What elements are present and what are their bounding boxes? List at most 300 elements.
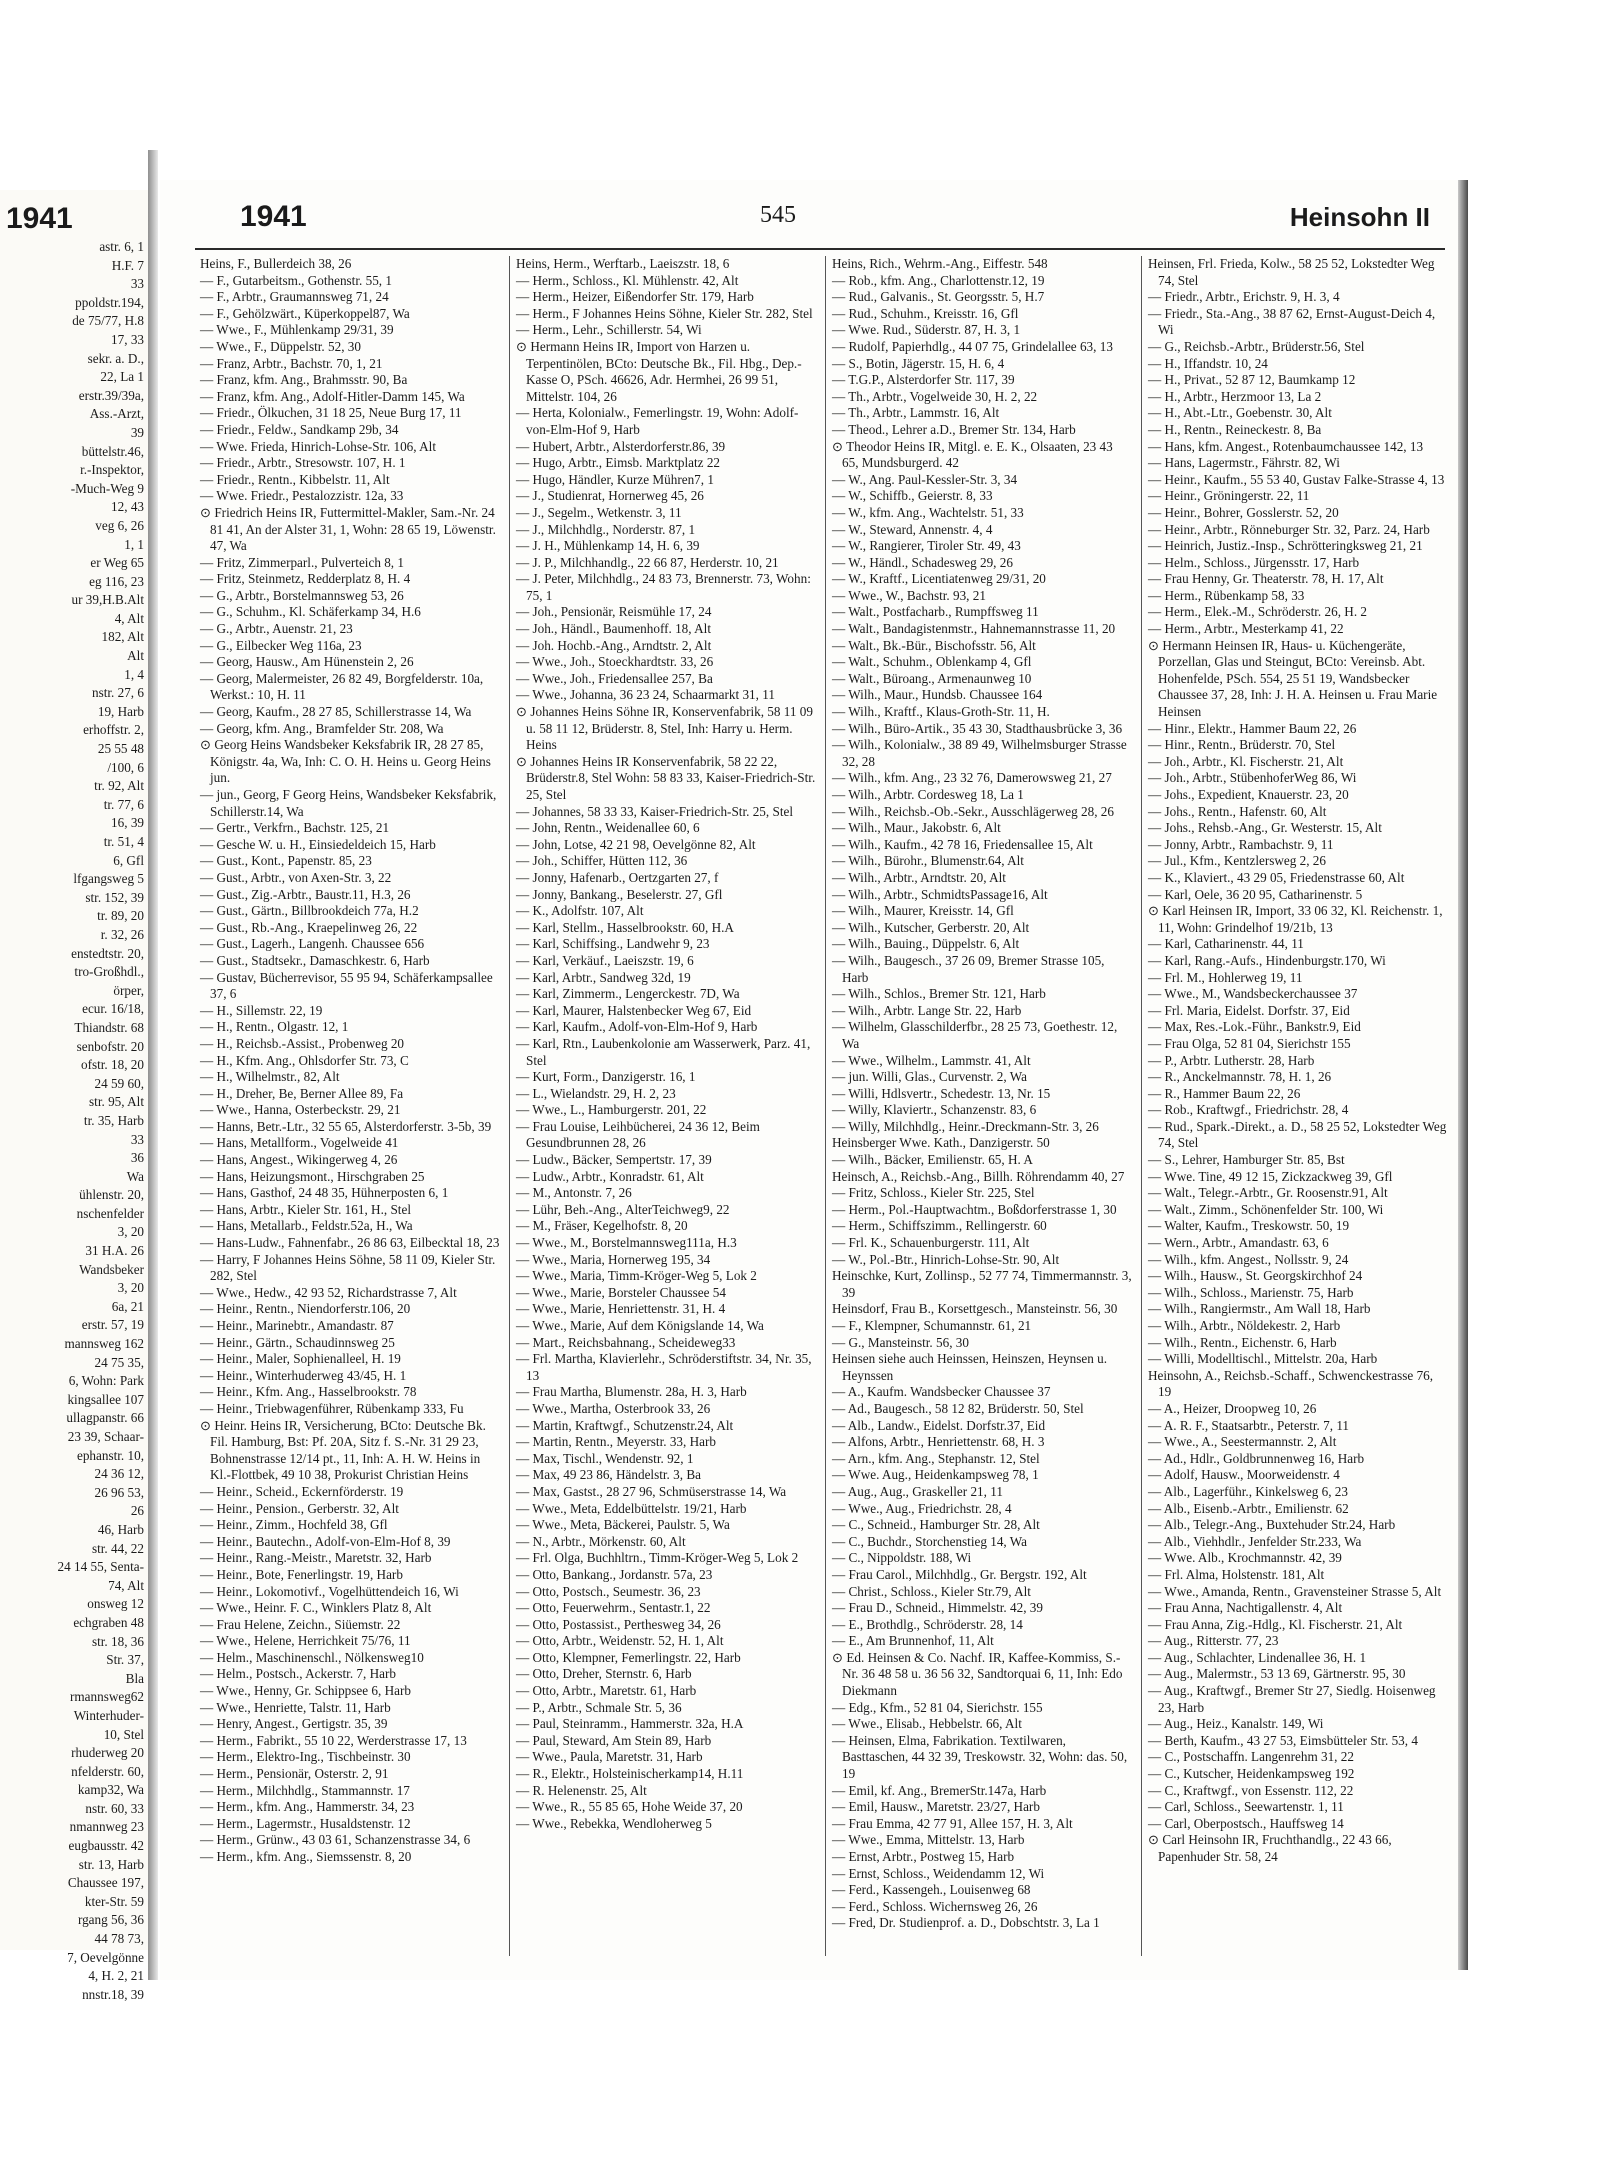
directory-entry: — Alb., Telegr.-Ang., Buxtehuder Str.24, Harb — [1148, 1517, 1396, 1533]
directory-entry: — Aug., Kraftwgf., Bremer Str 27, Siedlg. Hoisenweg 23, Harb — [1148, 1683, 1436, 1715]
directory-entry: — Franz, Arbtr., Bachstr. 70, 1, 21 — [200, 355, 383, 371]
left-page-year: 1941 — [6, 202, 73, 235]
directory-entry: — Gesche W. u. H., Einsiedeldeich 15, Harb — [200, 836, 436, 852]
directory-entry: — Karl, Schiffsing., Landwehr 9, 23 — [516, 936, 710, 952]
directory-entry: — Theod., Lehrer a.D., Bremer Str. 134, Harb — [832, 421, 1076, 437]
directory-entry: — Wilh., Bäcker, Emilienstr. 65, H. A — [832, 1152, 1033, 1168]
directory-entry: — S., Lehrer, Hamburger Str. 85, Bst — [1148, 1152, 1345, 1168]
left-page-fragment: nnstr.18, 39 — [82, 1986, 144, 2002]
left-page-fragment: 10, Stel — [103, 1726, 144, 1742]
directory-entry: — Joh., Arbtr., StübenhoferWeg 86, Wi — [1148, 770, 1357, 786]
directory-entry: — Heinr., Rentn., Niendorferstr.106, 20 — [200, 1301, 411, 1317]
directory-entry: — Ferd., Schloss. Wichernsweg 26, 26 — [832, 1898, 1038, 1914]
directory-entry: Heinsen siehe auch Heinssen, Heinszen, Heynsen u. Heynssen — [832, 1351, 1108, 1383]
left-page-text-fragments — [0, 238, 150, 2004]
directory-entry: — Wwe. Friedr., Pestalozzistr. 12a, 33 — [200, 488, 404, 504]
directory-entry: — Karl, Stellm., Hasselbrookstr. 60, H.A — [516, 919, 734, 935]
directory-entry: — A., Kaufm. Wandsbecker Chaussee 37 — [832, 1384, 1051, 1400]
directory-entry: — Otto, Klempner, Femerlingstr. 22, Harb — [516, 1649, 741, 1665]
column-divider — [509, 256, 510, 1956]
directory-entry: — Ferd., Kassengeh., Louisenweg 68 — [832, 1882, 1031, 1898]
left-page-fragment: 3, 20 — [117, 1280, 144, 1296]
directory-entry: — John, Rentn., Weidenallee 60, 6 — [516, 820, 700, 836]
directory-entry: — Gust., Zig.-Arbtr., Baustr.11, H.3, 26 — [200, 886, 411, 902]
directory-entry: — Ad., Baugesch., 58 12 82, Brüderstr. 50, Stel — [832, 1400, 1084, 1416]
left-page-fragment: lfgangsweg 5 — [73, 871, 144, 887]
directory-entry: — Wwe., Hedw., 42 93 52, Richardstrasse 7, Alt — [200, 1284, 457, 1300]
directory-entry: — H., Kfm. Ang., Ohlsdorfer Str. 73, C — [200, 1052, 409, 1068]
directory-entry: — Johs., Rentn., Hafenstr. 60, Alt — [1148, 803, 1327, 819]
directory-entry: — Heinr., Maler, Sophienalleel, H. 19 — [200, 1351, 401, 1367]
directory-column-2 — [516, 256, 816, 1832]
directory-entry: — Gustav, Bücherrevisor, 55 95 94, Schäferkampsallee 37, 6 — [200, 969, 493, 1002]
directory-entry: — Walt., Büroang., Armenaunweg 10 — [832, 670, 1032, 686]
directory-entry: — S., Botin, Jägerstr. 15, H. 6, 4 — [832, 355, 1005, 371]
left-page-fragment: tro-Großhdl., — [74, 964, 144, 980]
directory-entry: ⊙ Friedrich Heins IR, Futtermittel-Makler, Sam.-Nr. 24 81 41, An der Alster 31, 1, Wohn: 28 65 19, Löwenstr. 47, Wa — [200, 504, 496, 554]
directory-entry: — J. P., Milchhandlg., 22 66 87, Herderstr. 10, 21 — [516, 554, 779, 570]
directory-entry: — Wwe., F., Mühlenkamp 29/31, 39 — [200, 322, 394, 338]
directory-entry: — Friedr., Arbtr., Erichstr. 9, H. 3, 4 — [1148, 289, 1340, 305]
directory-entry: — Wwe., F., Düppelstr. 52, 30 — [200, 338, 361, 354]
directory-entry: — Martin, Kraftwgf., Schutzenstr.24, Alt — [516, 1417, 734, 1433]
directory-entry: — Karl, Verkäuf., Laeiszstr. 19, 6 — [516, 952, 694, 968]
directory-entry: — Wwe., Meta, Bäckerei, Paulstr. 5, Wa — [516, 1517, 730, 1533]
directory-entry: — H., Abt.-Ltr., Goebenstr. 30, Alt — [1148, 405, 1332, 421]
directory-entry: — G., Eilbecker Weg 116a, 23 — [200, 637, 362, 653]
directory-entry: — Frau Olga, 52 81 04, Sierichstr 155 — [1148, 1035, 1351, 1051]
directory-entry: — R. Helenenstr. 25, Alt — [516, 1782, 647, 1798]
directory-entry: — H., Reichsb.-Assist., Probenweg 20 — [200, 1035, 405, 1051]
directory-entry: — Karl, Arbtr., Sandweg 32d, 19 — [516, 969, 691, 985]
directory-entry: — Friedr., Ölkuchen, 31 18 25, Neue Burg 17, 11 — [200, 405, 462, 421]
directory-entry: — Walter, Kaufm., Treskowstr. 50, 19 — [1148, 1218, 1350, 1234]
directory-entry: — Alb., Landw., Eidelst. Dorfstr.37, Eid — [832, 1417, 1046, 1433]
directory-entry: — F., Klempner, Schumannstr. 61, 21 — [832, 1318, 1032, 1333]
directory-entry: — Walt., Postfacharb., Rumpffsweg 11 — [832, 604, 1039, 620]
directory-entry: — Wwe., Johanna, 36 23 24, Schaarmarkt 31, 11 — [516, 687, 775, 703]
left-page-fragment: /100, 6 — [107, 759, 144, 775]
directory-entry: — C., Postschaffn. Langenrehm 31, 22 — [1148, 1749, 1354, 1765]
directory-entry: — Jonny, Bankang., Beselerstr. 27, Gfl — [516, 886, 723, 902]
directory-entry: — Wilh., Arbtr. Cordesweg 18, La 1 — [832, 787, 1024, 802]
directory-entry: — Ludw., Bäcker, Sempertstr. 17, 39 — [516, 1152, 712, 1168]
directory-entry: — Jul., Kfm., Kentzlersweg 2, 26 — [1148, 853, 1326, 869]
directory-entry: — Willy, Milchhdlg., Heinr.-Dreckmann-Str. 3, 26 — [832, 1118, 1099, 1134]
left-page-fragment: 1, 4 — [124, 666, 144, 682]
directory-entry: Heinsen, Frl. Frieda, Kolw., 58 25 52, Lokstedter Weg 74, Stel — [1148, 256, 1435, 288]
left-page-fragment: tr. 89, 20 — [97, 908, 144, 924]
left-page-fragment: str. 152, 39 — [85, 889, 144, 905]
directory-entry: — Heinr., Bautechn., Adolf-von-Elm-Hof 8, 39 — [200, 1533, 451, 1549]
directory-entry: — Wilh., Schlos., Bremer Str. 121, Harb — [832, 986, 1046, 1002]
directory-entry: — Wilh., kfm. Ang., 23 32 76, Damerowsweg 21, 27 — [832, 770, 1112, 786]
directory-entry: — Herm., kfm. Ang., Hammerstr. 34, 23 — [200, 1799, 415, 1815]
directory-entry: — Georg, Kaufm., 28 27 85, Schillerstrasse 14, Wa — [200, 704, 472, 720]
directory-entry: — Adolf, Hausw., Moorweidenstr. 4 — [1148, 1467, 1340, 1483]
left-page-fragment: str. 18, 36 — [91, 1633, 144, 1649]
directory-entry: — Herm., Fabrikt., 55 10 22, Werderstrasse 17, 13 — [200, 1732, 467, 1748]
page-number: 545 — [760, 202, 796, 228]
directory-entry: — A. R. F., Staatsarbtr., Peterstr. 7, 11 — [1148, 1417, 1350, 1433]
directory-entry: — Fritz, Schloss., Kieler Str. 225, Stel — [832, 1185, 1035, 1201]
left-page-fragment: rhuderweg 20 — [71, 1745, 144, 1761]
directory-entry: — Hanns, Betr.-Ltr., 32 55 65, Alsterdorferstr. 3-5b, 39 — [200, 1118, 492, 1134]
directory-entry: — Wilh., Kutscher, Gerberstr. 20, Alt — [832, 919, 1030, 935]
directory-entry: ⊙ Hermann Heinsen IR, Haus- u. Küchengeräte, Porzellan, Glas und Steingut, BCto: Vereinsb. Abt. Hohenfelde, PSch. 554, 25 51 19, Wandsbecker Chaussee 37, 28, Inh: J. H. A. Heinsen u. Frau Marie Heinsen — [1148, 637, 1438, 720]
directory-entry: — Christ., Schloss., Kieler Str.79, Alt — [832, 1583, 1031, 1599]
directory-entry: — W., Schiffb., Geierstr. 8, 33 — [832, 488, 993, 504]
directory-entry: — Rud., Galvanis., St. Georgsstr. 5, H.7 — [832, 289, 1045, 305]
directory-entry: ⊙ Ed. Heinsen & Co. Nachf. IR, Kaffee-Kommiss, S.-Nr. 36 48 58 u. 36 56 32, Sandtorquai 6, 11, Inh: Edo Diekmann — [832, 1649, 1123, 1699]
left-page-fragment: str. 13, Harb — [78, 1856, 144, 1872]
left-page-fragment: erhoffstr. 2, — [83, 722, 144, 738]
directory-entry: — Friedr., Feldw., Sandkamp 29b, 34 — [200, 421, 399, 437]
directory-entry: — Wwe., Martha, Osterbrook 33, 26 — [516, 1400, 711, 1416]
directory-entry: — Wilh., Arbtr., Nöldekestr. 2, Harb — [1148, 1318, 1341, 1333]
directory-entry: — Herm., Rübenkamp 58, 33 — [1148, 587, 1305, 603]
directory-entry: — Wwe., Joh., Friedensallee 257, Ba — [516, 670, 713, 686]
directory-entry: — C., Buchdr., Storchenstieg 14, Wa — [832, 1533, 1028, 1549]
directory-entry: — W., Ang. Paul-Kessler-Str. 3, 34 — [832, 471, 1018, 487]
left-page-fragment: str. 44, 22 — [91, 1540, 144, 1556]
directory-entry: — Willi, Hdlsvertr., Schedestr. 13, Nr. 15 — [832, 1085, 1051, 1101]
directory-entry: — Friedr., Sta.-Ang., 38 87 62, Ernst-August-Deich 4, Wi — [1148, 305, 1436, 338]
directory-entry: — John, Lotse, 42 21 98, Oevelgönne 82, Alt — [516, 836, 756, 852]
left-page-fragment: 16, 39 — [111, 815, 144, 831]
left-page-fragment: senbofstr. 20 — [76, 1038, 144, 1054]
left-page-fragment: mannsweg 162 — [64, 1336, 144, 1352]
left-page-fragment: Wandsbeker — [79, 1261, 144, 1277]
left-page-fragment: 26 — [130, 1503, 144, 1519]
directory-entry: — Wwe., Maria, Timm-Kröger-Weg 5, Lok 2 — [516, 1268, 757, 1284]
directory-entry: — W., Steward, Annenstr. 4, 4 — [832, 521, 993, 537]
directory-entry: — Wilh., Baugesch., 37 26 09, Bremer Strasse 105, Harb — [832, 952, 1105, 985]
directory-entry: — Karl, Rtn., Laubenkolonie am Wasserwerk, Parz. 41, Stel — [516, 1035, 811, 1068]
directory-entry: — P., Arbtr., Schmale Str. 5, 36 — [516, 1699, 682, 1715]
left-page-fragment: ecur. 16/18, — [82, 1001, 144, 1017]
directory-entry: — Otto, Feuerwehrm., Sentastr.1, 22 — [516, 1600, 711, 1616]
left-page-fragment: Str. 37, — [106, 1652, 144, 1668]
left-page-fragment: 6, Gfl — [113, 852, 144, 868]
left-page-fragment: 24 36 12, — [94, 1466, 144, 1482]
directory-column-3 — [832, 256, 1132, 1932]
directory-entry: — J., Segelm., Wetkenstr. 3, 11 — [516, 504, 682, 520]
directory-entry: — Joh. Hochb.-Ang., Arndtstr. 2, Alt — [516, 637, 712, 653]
directory-entry: — Wwe., Marie, Auf dem Königslande 14, Wa — [516, 1318, 764, 1333]
directory-entry: — Wwe., Maria, Hornerweg 195, 34 — [516, 1251, 711, 1267]
directory-entry: — Wilh., Kaufm., 42 78 16, Friedensallee 15, Alt — [832, 836, 1093, 852]
directory-entry: — Wwe., Hanna, Osterbeckstr. 29, 21 — [200, 1102, 401, 1118]
left-page-fragment: kingsallee 107 — [67, 1391, 144, 1407]
left-page-fragment: nstr. 27, 6 — [91, 685, 144, 701]
directory-entry: — Ludw., Arbtr., Konradstr. 61, Alt — [516, 1168, 704, 1184]
directory-entry: — Rud., Spark.-Direkt., a. D., 58 25 52, Lokstedter Weg 74, Stel — [1148, 1118, 1447, 1151]
left-page-fragment: Winterhuder- — [73, 1707, 144, 1723]
left-page-fragment: 33 — [130, 276, 144, 292]
directory-entry: — R., Elektr., Holsteinischerkamp14, H.11 — [516, 1766, 744, 1782]
directory-entry: — Rob., Kraftwgf., Friedrichstr. 28, 4 — [1148, 1102, 1349, 1118]
directory-entry: — Wwe., Elisab., Hebbelstr. 66, Alt — [832, 1716, 1022, 1732]
directory-entry: Heinschke, Kurt, Zollinsp., 52 77 74, Timmermannstr. 3, 39 — [832, 1268, 1132, 1300]
directory-entry: ⊙ Hermann Heins IR, Import von Harzen u. Terpentinölen, BCto: Deutsche Bk., Fil. Hbg., Dep.-Kasse O, PSch. 46626, Adr. Hermhei, 26 99 51, Mittelstr. 104, 26 — [516, 338, 802, 404]
directory-entry: Heins, F., Bullerdeich 38, 26 — [200, 256, 352, 271]
left-page-fragment: Thiandstr. 68 — [74, 1019, 144, 1035]
directory-entry: Heinsch, A., Reichsb.-Ang., Billh. Röhrendamm 40, 27 — [832, 1168, 1125, 1184]
directory-entry: — Wwe., Helene, Herrichkeit 75/76, 11 — [200, 1633, 411, 1649]
page-year: 1941 — [240, 200, 307, 233]
directory-entry: — Hans, kfm. Angest., Rotenbaumchaussee 142, 13 — [1148, 438, 1424, 454]
directory-entry: — Wilh., Maurer, Kreisstr. 14, Gfl — [832, 903, 1014, 919]
directory-entry: — Heinr., Winterhuderweg 43/45, H. 1 — [200, 1367, 407, 1383]
directory-entry: — M., Antonstr. 7, 26 — [516, 1185, 632, 1201]
directory-entry: — Friedr., Arbtr., Stresowstr. 107, H. 1 — [200, 455, 406, 471]
directory-entry: — Wilh., Reichsb.-Ob.-Sekr., Ausschlägerweg 28, 26 — [832, 803, 1114, 819]
directory-entry: — T.G.P., Alsterdorfer Str. 117, 39 — [832, 372, 1015, 388]
directory-entry: — Wilh., kfm. Angest., Nollsstr. 9, 24 — [1148, 1251, 1349, 1267]
directory-entry: — Heinr., Pension., Gerberstr. 32, Alt — [200, 1500, 399, 1516]
left-page-fragment: er Weg 65 — [90, 555, 144, 571]
directory-entry: — Helm., Schloss., Jürgensstr. 17, Harb — [1148, 554, 1360, 570]
left-page-fragment: 24 59 60, — [94, 1075, 144, 1091]
directory-entry: — H., Wilhelmstr., 82, Alt — [200, 1069, 340, 1085]
directory-entry: — Wwe., Emma, Mittelstr. 13, Harb — [832, 1832, 1025, 1848]
directory-entry: — Frau Anna, Zig.-Hdlg., Kl. Fischerstr. 21, Alt — [1148, 1616, 1403, 1632]
directory-entry: — C., Kraftwgf., von Essenstr. 112, 22 — [1148, 1782, 1354, 1798]
directory-entry: — Wwe., W., Bachstr. 93, 21 — [832, 587, 986, 603]
directory-entry: — Wwe., Meta, Eddelbüttelstr. 19/21, Harb — [516, 1500, 747, 1516]
directory-entry: — E., Am Brunnenhof, 11, Alt — [832, 1633, 994, 1649]
left-page-fragment: 26 96 53, — [94, 1484, 144, 1500]
directory-entry: — Heinr., Triebwagenführer, Rübenkamp 333, Fu — [200, 1400, 464, 1416]
directory-entry: Heinsohn, A., Reichsb.-Schaff., Schwenckestrasse 76, 19 — [1148, 1367, 1434, 1400]
directory-entry: — Heinrich, Justiz.-Insp., Schrötteringksweg 21, 21 — [1148, 538, 1423, 554]
directory-entry: — Helm., Maschinenschl., Nölkensweg10 — [200, 1649, 424, 1665]
directory-entry: — Walt., Bk.-Bür., Bischofsstr. 56, Alt — [832, 637, 1036, 653]
directory-entry: — L., Wielandstr. 29, H. 2, 23 — [516, 1085, 676, 1101]
directory-entry: — Herm., Lagermstr., Husaldstenstr. 12 — [200, 1815, 411, 1831]
left-page-fragment: onsweg 12 — [87, 1596, 144, 1612]
directory-entry: ⊙ Johannes Heins IR Konservenfabrik, 58 22 22, Brüderstr.8, Stel Wohn: 58 83 33, Kaiser-Friedrich-Str. 25, Stel — [516, 753, 816, 802]
left-page-fragment: str. 95, Alt — [89, 1094, 144, 1110]
left-page-fragment: erstr.39/39a, — [78, 387, 144, 403]
directory-entry: — Gust., Gärtn., Billbrookdeich 77a, H.2 — [200, 903, 419, 919]
directory-entry: — Karl, Rang.-Aufs., Hindenburgstr.170, Wi — [1148, 952, 1386, 968]
directory-entry: — Wwe., Henny, Gr. Schippsee 6, Harb — [200, 1683, 411, 1699]
directory-entry: — Heinr., Kaufm., 55 53 40, Gustav Falke-Strasse 4, 13 — [1148, 471, 1445, 487]
left-page-fragment: erstr. 57, 19 — [81, 1317, 144, 1333]
directory-entry: Heins, Herm., Werftarb., Laeiszstr. 18, 6 — [516, 256, 730, 271]
directory-entry: — jun. Willi, Glas., Curvenstr. 2, Wa — [832, 1069, 1027, 1085]
directory-entry: — Rud., Schuhm., Kreisstr. 16, Gfl — [832, 305, 1019, 321]
left-page-fragment: Bla — [125, 1670, 144, 1686]
directory-entry: — Carl, Schloss., Seewartenstr. 1, 11 — [1148, 1799, 1344, 1815]
directory-entry: — Hans, Arbtr., Kieler Str. 161, H., Stel — [200, 1201, 411, 1217]
directory-entry: — Wilh., Hausw., St. Georgskirchhof 24 — [1148, 1268, 1363, 1284]
directory-entry: — Heinr., Bohrer, Gosslerstr. 52, 20 — [1148, 504, 1339, 520]
directory-entry: — Karl, Zimmerm., Lengerckestr. 7D, Wa — [516, 986, 740, 1002]
directory-entry: — Otto, Dreher, Sternstr. 6, Harb — [516, 1666, 692, 1682]
page-header — [160, 200, 1450, 240]
directory-entry: — Max, Tischl., Wendenstr. 92, 1 — [516, 1450, 694, 1466]
left-page-fragment: 33 — [130, 1131, 144, 1147]
directory-entry: — Joh., Pensionär, Reismühle 17, 24 — [516, 604, 712, 620]
left-page-fragment: 39 — [130, 424, 144, 440]
directory-entry: — Frau Martha, Blumenstr. 28a, H. 3, Harb — [516, 1384, 747, 1400]
directory-entry: — Aug., Schlachter, Lindenallee 36, H. 1 — [1148, 1649, 1367, 1665]
directory-entry: — Wilh., Bauing., Düppelstr. 6, Alt — [832, 936, 1020, 952]
left-page-fragment: Ass.-Arzt, — [89, 406, 144, 422]
left-page-fragment: H.F. 7 — [111, 257, 144, 273]
directory-entry: — Wwe. Rud., Süderstr. 87, H. 3, 1 — [832, 322, 1021, 338]
directory-entry: — Wwe., Marie, Borsteler Chaussee 54 — [516, 1284, 726, 1300]
directory-entry: ⊙ Carl Heinsohn IR, Fruchthandlg., 22 43 66, Papenhuder Str. 58, 24 — [1148, 1832, 1392, 1864]
directory-entry: — Hugo, Arbtr., Eimsb. Marktplatz 22 — [516, 455, 721, 471]
directory-entry: — Wilh., Kraftf., Klaus-Groth-Str. 11, H. — [832, 704, 1050, 720]
directory-entry: — Otto, Postsch., Seumestr. 36, 23 — [516, 1583, 701, 1599]
directory-entry: — Alb., Lagerführ., Kinkelsweg 6, 23 — [1148, 1483, 1348, 1499]
directory-entry: — H., Privat., 52 87 12, Baumkamp 12 — [1148, 372, 1356, 388]
directory-entry: — Hans, Heizungsmont., Hirschgraben 25 — [200, 1168, 425, 1184]
directory-entry: — W., Kraftf., Licentiatenweg 29/31, 20 — [832, 571, 1046, 587]
directory-entry: — Paul, Steinramm., Hammerstr. 32a, H.A — [516, 1716, 744, 1732]
directory-entry: — Wilh., Büro-Artik., 35 43 30, Stadthausbrücke 3, 36 — [832, 720, 1123, 736]
directory-entry: — Heinr., Marinebtr., Amandastr. 87 — [200, 1318, 394, 1333]
directory-entry: — Wilh., Maur., Jakobstr. 6, Alt — [832, 820, 1001, 836]
directory-entry: — Joh., Schiffer, Hütten 112, 36 — [516, 853, 688, 869]
directory-entry: — Frau D., Schneid., Himmelstr. 42, 39 — [832, 1600, 1043, 1616]
directory-entry: — Otto, Bankang., Jordanstr. 57a, 23 — [516, 1566, 713, 1582]
directory-entry: — Willi, Modelltischl., Mittelstr. 20a, Harb — [1148, 1351, 1378, 1367]
left-page-fragment: 19, Harb — [97, 703, 144, 719]
directory-entry: — Herta, Kolonialw., Femerlingstr. 19, Wohn: Adolf-von-Elm-Hof 9, Harb — [516, 405, 799, 437]
directory-entry: — Johs., Expedient, Knauerstr. 23, 20 — [1148, 787, 1349, 802]
directory-entry: — Frau Emma, 42 77 91, Allee 157, H. 3, Alt — [832, 1815, 1073, 1831]
left-page-fragment: ur 39,H.B.Alt — [71, 592, 144, 608]
directory-entry: — Wilh., Schloss., Marienstr. 75, Harb — [1148, 1284, 1354, 1300]
directory-entry: — jun., Georg, F Georg Heins, Wandsbeker Keksfabrik, Schillerstr.14, Wa — [200, 787, 497, 819]
left-page-fragment: 12, 43 — [111, 499, 144, 515]
header-rule — [195, 248, 1445, 250]
directory-entry: — Hugo, Händler, Kurze Mühren7, 1 — [516, 471, 714, 487]
left-page-fragment: de 75/77, H.8 — [72, 313, 144, 329]
directory-entry: — Ad., Hdlr., Goldbrunnenweg 16, Harb — [1148, 1450, 1365, 1466]
directory-entry: — G., Mansteinstr. 56, 30 — [832, 1334, 969, 1350]
directory-entry: — Georg, Malermeister, 26 82 49, Borgfelderstr. 10a, Werkst.: 10, H. 11 — [200, 670, 484, 703]
directory-entry: — Hans-Ludw., Fahnenfabr., 26 86 63, Eilbecktal 18, 23 — [200, 1235, 500, 1251]
directory-entry: — Wilh., Maur., Hundsb. Chaussee 164 — [832, 687, 1043, 703]
directory-entry: — E., Brothdlg., Schröderstr. 28, 14 — [832, 1616, 1023, 1632]
book-gutter — [148, 150, 158, 1980]
directory-entry: — H., Dreher, Be, Berner Allee 89, Fa — [200, 1085, 404, 1101]
left-page-fragment: 46, Harb — [97, 1521, 144, 1537]
directory-entry: — Heinr., Rang.-Meistr., Maretstr. 32, Harb — [200, 1550, 432, 1566]
directory-entry: — Wwe., Amanda, Rentn., Gravensteiner Strasse 5, Alt — [1148, 1583, 1442, 1599]
directory-entry: — Gust., Lagerh., Langenh. Chaussee 656 — [200, 936, 425, 952]
directory-entry: — Gust., Kont., Papenstr. 85, 23 — [200, 853, 372, 869]
directory-entry: — Otto, Arbtr., Weidenstr. 52, H. 1, Alt — [516, 1633, 724, 1649]
column-divider — [1141, 256, 1142, 1956]
directory-entry: — Hubert, Arbtr., Alsterdorferstr.86, 39 — [516, 438, 726, 454]
directory-entry: — F., Gehölzwärt., Küperkoppel87, Wa — [200, 305, 410, 321]
directory-entry: — Wilh., Rentn., Eichenstr. 6, Harb — [1148, 1334, 1337, 1350]
directory-entry: ⊙ Karl Heinsen IR, Import, 33 06 32, Kl. Reichenstr. 1, 11, Wohn: Grindelhof 19/21b, 13 — [1148, 903, 1443, 935]
directory-entry: — Herm., Schiffszimm., Rellingerstr. 60 — [832, 1218, 1047, 1234]
directory-entry: — Heinr., Bote, Fenerlingstr. 19, Harb — [200, 1566, 403, 1582]
left-page-fragment: ephanstr. 10, — [76, 1447, 144, 1463]
left-page-fragment: nfelderstr. 60, — [71, 1763, 144, 1779]
directory-entry: — Walt., Schuhm., Oblenkamp 4, Gfl — [832, 654, 1032, 670]
left-page-fragment: örper, — [113, 982, 144, 998]
directory-entry: — Wwe. Tine, 49 12 15, Zickzackweg 39, Gfl — [1148, 1168, 1393, 1184]
left-page-fragment: 17, 33 — [111, 331, 144, 347]
directory-entry: — Aug., Malermstr., 53 13 69, Gärtnerstr. 95, 30 — [1148, 1666, 1406, 1682]
left-page-fragment: 6, Wohn: Park — [68, 1373, 144, 1389]
directory-entry: — Wwe. Aug., Heidenkampsweg 78, 1 — [832, 1467, 1039, 1483]
left-page-fragment: 31 H.A. 26 — [85, 1243, 144, 1259]
directory-entry: — Walt., Telegr.-Arbtr., Gr. Roosenstr.91, Alt — [1148, 1185, 1388, 1201]
directory-entry: — Karl, Kaufm., Adolf-von-Elm-Hof 9, Harb — [516, 1019, 758, 1035]
directory-entry: — Wilh., Bürohr., Blumenstr.64, Alt — [832, 853, 1024, 869]
left-page-edge — [0, 190, 150, 2002]
left-page-fragment: tr. 92, Alt — [94, 778, 144, 794]
directory-entry: — Otto, Arbtr., Maretstr. 61, Harb — [516, 1683, 697, 1699]
directory-entry: — Herm., Arbtr., Mesterkamp 41, 22 — [1148, 621, 1344, 637]
directory-entry: — Alb., Viehhdlr., Jenfelder Str.233, Wa — [1148, 1533, 1362, 1549]
directory-entry: — Heinr., Arbtr., Rönneburger Str. 32, Parz. 24, Harb — [1148, 521, 1430, 537]
left-page-fragment: nstr. 60, 33 — [85, 1800, 144, 1816]
directory-entry: — Ernst, Schloss., Weidendamm 12, Wi — [832, 1865, 1045, 1881]
directory-entry: — Herm., kfm. Ang., Siemssenstr. 8, 20 — [200, 1849, 412, 1864]
directory-entry: — Herm., Pensionär, Osterstr. 2, 91 — [200, 1766, 389, 1782]
directory-entry: — Alb., Eisenb.-Arbtr., Emilienstr. 62 — [1148, 1500, 1349, 1516]
directory-entry: — Friedr., Rentn., Kibbelstr. 11, Alt — [200, 471, 390, 487]
directory-entry: — Jonny, Hafenarb., Oertzgarten 27, f — [516, 869, 719, 885]
directory-entry: — Hans, Metallarb., Feldstr.52a, H., Wa — [200, 1218, 413, 1234]
left-page-fragment: 1, 1 — [124, 536, 144, 552]
directory-entry: — Wwe., M., Borstelmannsweg111a, H.3 — [516, 1235, 737, 1251]
directory-entry: — Herm., Heizer, Eißendorfer Str. 179, Harb — [516, 289, 754, 305]
left-page-fragment: r. 32, 26 — [100, 926, 144, 942]
directory-entry: — Frau Anna, Nachtigallenstr. 4, Alt — [1148, 1600, 1343, 1616]
directory-entry: — H., Iffandstr. 10, 24 — [1148, 355, 1268, 371]
left-page-fragment: 6a, 21 — [111, 1298, 144, 1314]
directory-entry: — Wilh., Kolonialw., 38 89 49, Wilhelmsburger Strasse 32, 28 — [832, 737, 1127, 769]
directory-entry: — G., Reichsb.-Arbtr., Brüderstr.56, Stel — [1148, 338, 1365, 354]
left-page-fragment: ofstr. 18, 20 — [80, 1057, 144, 1073]
directory-entry: Heins, Rich., Wehrm.-Ang., Eiffestr. 548 — [832, 256, 1048, 271]
left-page-fragment: 25 55 48 — [97, 741, 144, 757]
directory-entry: — Karl, Catharinenstr. 44, 11 — [1148, 936, 1304, 952]
directory-entry: — F., Arbtr., Graumannsweg 71, 24 — [200, 289, 389, 305]
directory-entry: — Jonny, Arbtr., Rambachstr. 9, 11 — [1148, 836, 1334, 852]
directory-entry: — W., Rangierer, Tiroler Str. 49, 43 — [832, 538, 1021, 554]
left-page-fragment: 23 39, Schaar- — [67, 1429, 144, 1444]
directory-entry: — Georg, Hausw., Am Hünenstein 2, 26 — [200, 654, 414, 670]
directory-entry: — J., Studienrat, Hornerweg 45, 26 — [516, 488, 704, 504]
left-page-fragment: rgang 56, 36 — [77, 1912, 144, 1928]
directory-entry: — M., Fräser, Kegelhofstr. 8, 20 — [516, 1218, 688, 1234]
left-page-fragment: enstedtstr. 20, — [71, 945, 144, 961]
directory-entry: — Frl. Maria, Eidelst. Dorfstr. 37, Eid — [1148, 1002, 1350, 1018]
directory-entry: — Joh., Arbtr., Kl. Fischerstr. 21, Alt — [1148, 753, 1344, 769]
directory-entry: — Aug., Aug., Graskeller 21, 11 — [832, 1483, 1003, 1499]
left-page-fragment: kamp32, Wa — [77, 1782, 144, 1798]
directory-entry: — Frl. Martha, Klavierlehr., Schröderstiftstr. 34, Nr. 35, 13 — [516, 1351, 812, 1383]
directory-entry: — Arn., kfm. Ang., Stephanstr. 12, Stel — [832, 1450, 1040, 1466]
directory-entry: — Paul, Steward, Am Stein 89, Harb — [516, 1732, 712, 1748]
directory-entry: — H., Rentn., Reineckestr. 8, Ba — [1148, 421, 1322, 437]
